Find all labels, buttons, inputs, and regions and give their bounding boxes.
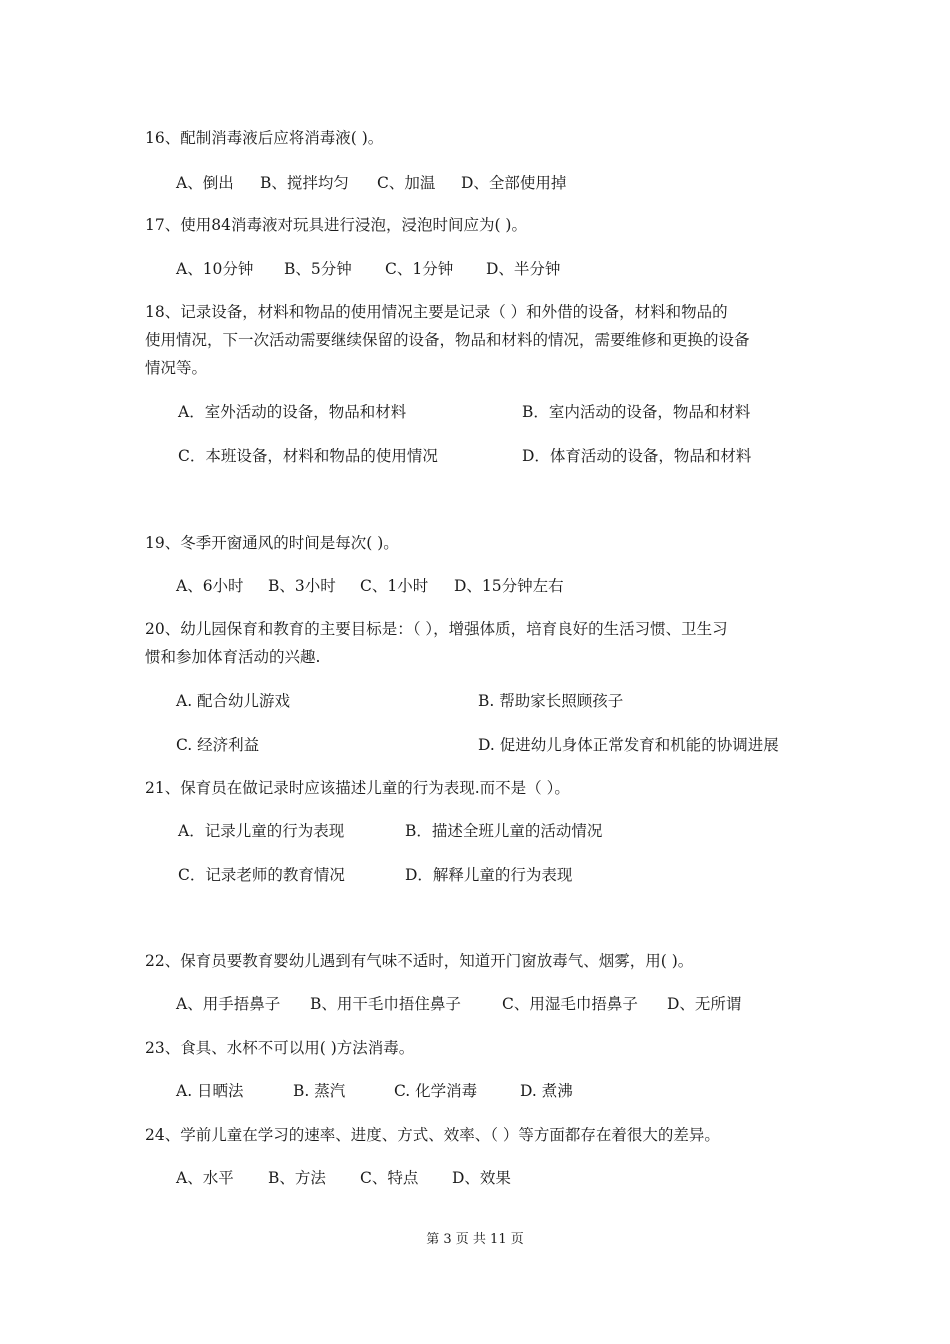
question-20-option-b: B. 帮助家长照顾孩子 <box>478 692 624 710</box>
question-20-option-a: A. 配合幼儿游戏 <box>176 692 291 710</box>
option-d: D、效果 <box>452 1169 511 1187</box>
option-c: C、用湿毛巾捂鼻子 <box>502 995 638 1013</box>
option-d: D、15分钟左右 <box>454 577 564 595</box>
question-18-option-a: A．室外活动的设备，物品和材料 <box>178 403 407 421</box>
question-22-options <box>176 992 741 1014</box>
option-a: A. 日晒法 <box>176 1082 244 1100</box>
question-21-option-d: D．解释儿童的行为表现 <box>405 866 573 884</box>
question-22-stem: 22、保育员要教育婴幼儿遇到有气味不适时，知道开门窗放毒气、烟雾，用( )。 <box>145 952 694 970</box>
option-c: C、加温 <box>377 174 436 192</box>
question-21-option-a: A．记录儿童的行为表现 <box>178 822 345 840</box>
question-18-stem-line-2: 使用情况，下一次活动需要继续保留的设备，物品和材料的情况，需要维修和更换的设备 <box>145 331 750 349</box>
question-18-stem-line-1: 18、记录设备，材料和物品的使用情况主要是记录（ ）和外借的设备，材料和物品的 <box>145 303 728 321</box>
option-a: A、10分钟 <box>176 260 254 278</box>
question-19-options <box>176 574 564 596</box>
option-b: B、搅拌均匀 <box>260 174 349 192</box>
option-b: B、用干毛巾捂住鼻子 <box>310 995 461 1013</box>
question-18-option-d: D．体育活动的设备，物品和材料 <box>522 447 752 465</box>
question-17-stem: 17、使用84消毒液对玩具进行浸泡，浸泡时间应为( )。 <box>145 216 527 234</box>
question-18-option-c: C．本班设备，材料和物品的使用情况 <box>178 447 438 465</box>
option-a: A、6小时 <box>176 577 244 595</box>
question-21-stem: 21、保育员在做记录时应该描述儿童的行为表现.而不是（ ）。 <box>145 779 570 797</box>
question-20-option-c: C. 经济利益 <box>176 736 260 754</box>
question-23-options <box>176 1079 573 1101</box>
question-17-options <box>176 257 560 279</box>
option-d: D、无所谓 <box>667 995 742 1013</box>
question-18-option-b: B．室内活动的设备，物品和材料 <box>522 403 751 421</box>
question-21-option-c: C．记录老师的教育情况 <box>178 866 345 884</box>
question-20-stem-line-1: 20、幼儿园保育和教育的主要目标是：（ ），增强体质，培育良好的生活习惯、卫生习 <box>145 620 728 638</box>
question-21-option-b: B．描述全班儿童的活动情况 <box>405 822 603 840</box>
page-number-footer: 第 3 页 共 11 页 <box>426 1232 524 1247</box>
option-b: B. 蒸汽 <box>293 1082 346 1100</box>
option-c: C. 化学消毒 <box>394 1082 478 1100</box>
option-b: B、3小时 <box>268 577 336 595</box>
question-16-stem: 16、配制消毒液后应将消毒液( )。 <box>145 129 384 147</box>
question-24-stem: 24、学前儿童在学习的速率、进度、方式、效率、（ ）等方面都存在着很大的差异。 <box>145 1126 720 1144</box>
question-24-options <box>176 1166 511 1188</box>
option-a: A、倒出 <box>176 174 234 192</box>
option-c: C、1小时 <box>360 577 429 595</box>
question-20-stem-line-2: 惯和参加体育活动的兴趣. <box>145 648 321 666</box>
option-a: A、用手捂鼻子 <box>176 995 281 1013</box>
option-d: D、全部使用掉 <box>461 174 567 192</box>
option-a: A、水平 <box>176 1169 234 1187</box>
question-18-stem-line-3: 情况等。 <box>145 359 208 377</box>
question-16-options <box>176 171 566 193</box>
option-b: B、方法 <box>268 1169 326 1187</box>
question-19-stem: 19、冬季开窗通风的时间是每次( )。 <box>145 534 399 552</box>
option-d: D. 煮沸 <box>520 1082 573 1100</box>
option-d: D、半分钟 <box>486 260 561 278</box>
question-20-option-d: D. 促进幼儿身体正常发育和机能的协调进展 <box>478 736 779 754</box>
option-c: C、1分钟 <box>385 260 454 278</box>
option-b: B、5分钟 <box>284 260 352 278</box>
question-23-stem: 23、食具、水杯不可以用( )方法消毒。 <box>145 1039 415 1057</box>
option-c: C、特点 <box>360 1169 419 1187</box>
